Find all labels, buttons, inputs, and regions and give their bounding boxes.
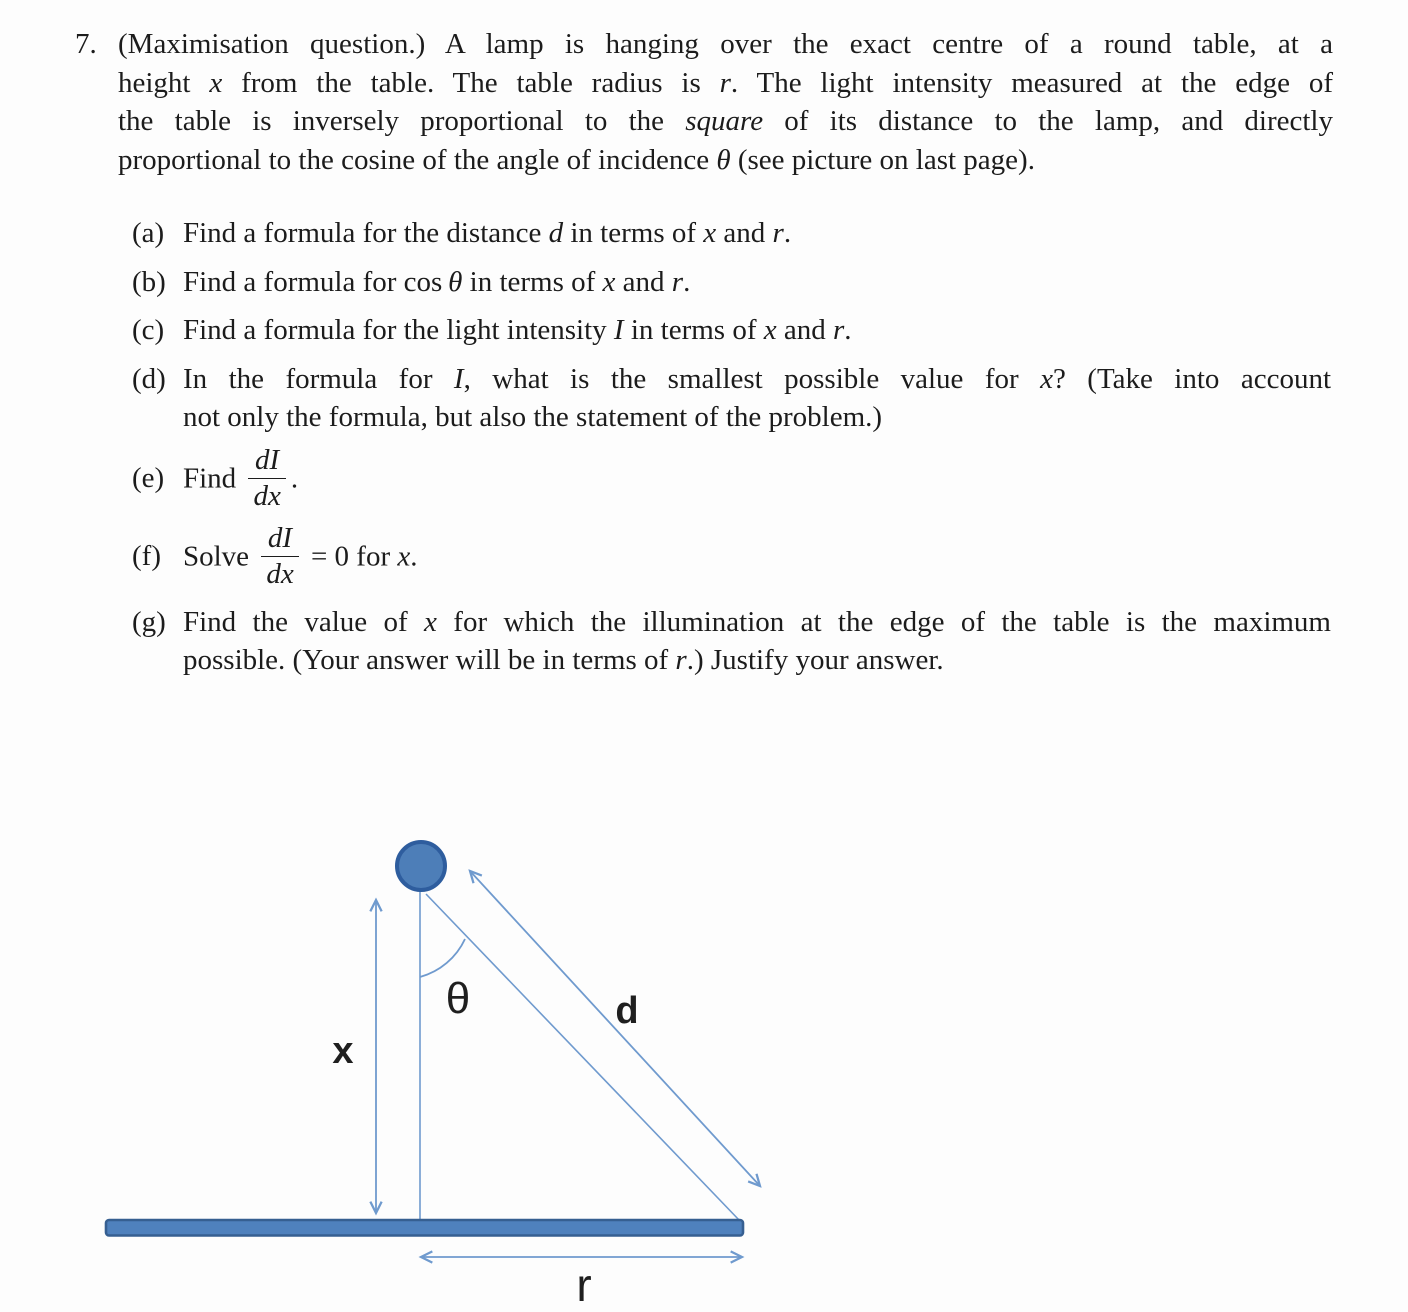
part-d xyxy=(118,360,1333,437)
text-line: Find a formula for the distance d in terms of x and r. xyxy=(183,217,792,249)
part-a xyxy=(118,214,1333,253)
part-d-label: (d) xyxy=(132,362,166,395)
text-line: (Maximisation question.) A lamp is hanging over the exact centre of a round table, at a xyxy=(118,28,1333,60)
problem-7 xyxy=(75,25,1333,690)
height-label: x xyxy=(332,1030,354,1072)
angle-label: θ xyxy=(445,974,471,1023)
distance-label: d xyxy=(615,990,639,1032)
part-d-text xyxy=(183,360,1331,437)
part-f-text xyxy=(183,521,1331,593)
part-c-label: (c) xyxy=(132,314,165,346)
radius-label: r xyxy=(576,1259,592,1311)
text-line: Find $\frac{dI}{dx}$ . xyxy=(183,443,299,512)
text-line: the table is inversely proportional to the square of its distance to the lamp, and directly xyxy=(118,105,1333,137)
part-b-text xyxy=(183,263,1331,302)
part-a-label: (a) xyxy=(132,217,165,249)
part-g-text xyxy=(183,603,1331,680)
fraction: $\frac{dI}{dx}$ xyxy=(261,522,298,590)
lamp-circle xyxy=(397,842,445,890)
problem-number: 7. xyxy=(75,28,97,60)
text-line: height x from the table. The table radius is r. The light intensity measured at the edge of xyxy=(118,66,1333,99)
part-e xyxy=(118,443,1333,515)
text-line: proportional to the cosine of the angle of incidence θ (see picture on last page). xyxy=(118,143,1035,176)
text-line: possible. (Your answer will be in terms of r.) Justify your answer. xyxy=(183,644,944,676)
hypotenuse-line xyxy=(426,894,740,1221)
part-e-text xyxy=(183,443,1331,515)
lamp-table-diagram xyxy=(80,818,780,1312)
problem-body xyxy=(118,25,1333,690)
text-line: Find the value of x for which the illumination at the edge of the table is the maximum xyxy=(183,605,1331,638)
part-g xyxy=(118,603,1333,680)
text-line: Solve $\frac{dI}{dx}$ = 0 for x. xyxy=(183,521,418,590)
part-b-label: (b) xyxy=(132,265,166,298)
text-line: Find a formula for cos θ in terms of x and r. xyxy=(183,265,691,298)
part-g-label: (g) xyxy=(132,605,166,638)
table-bar xyxy=(106,1220,743,1236)
part-a-text xyxy=(183,214,1331,253)
problem-parts xyxy=(118,214,1333,680)
part-c xyxy=(118,311,1333,350)
angle-arc xyxy=(420,939,465,977)
text-line: not only the formula, but also the statement of the problem.) xyxy=(183,401,883,433)
part-b xyxy=(118,263,1333,302)
text-line: In the formula for I, what is the smallest possible value for x? (Take into account xyxy=(183,362,1332,395)
part-c-text xyxy=(183,311,1331,350)
part-e-label: (e) xyxy=(132,462,165,495)
fraction: $\frac{dI}{dx}$ xyxy=(248,444,285,512)
part-f xyxy=(118,521,1333,593)
part-f-label: (f) xyxy=(132,540,161,573)
problem-intro xyxy=(118,25,1333,179)
text-line: Find a formula for the light intensity I in terms of x and r. xyxy=(183,314,852,346)
